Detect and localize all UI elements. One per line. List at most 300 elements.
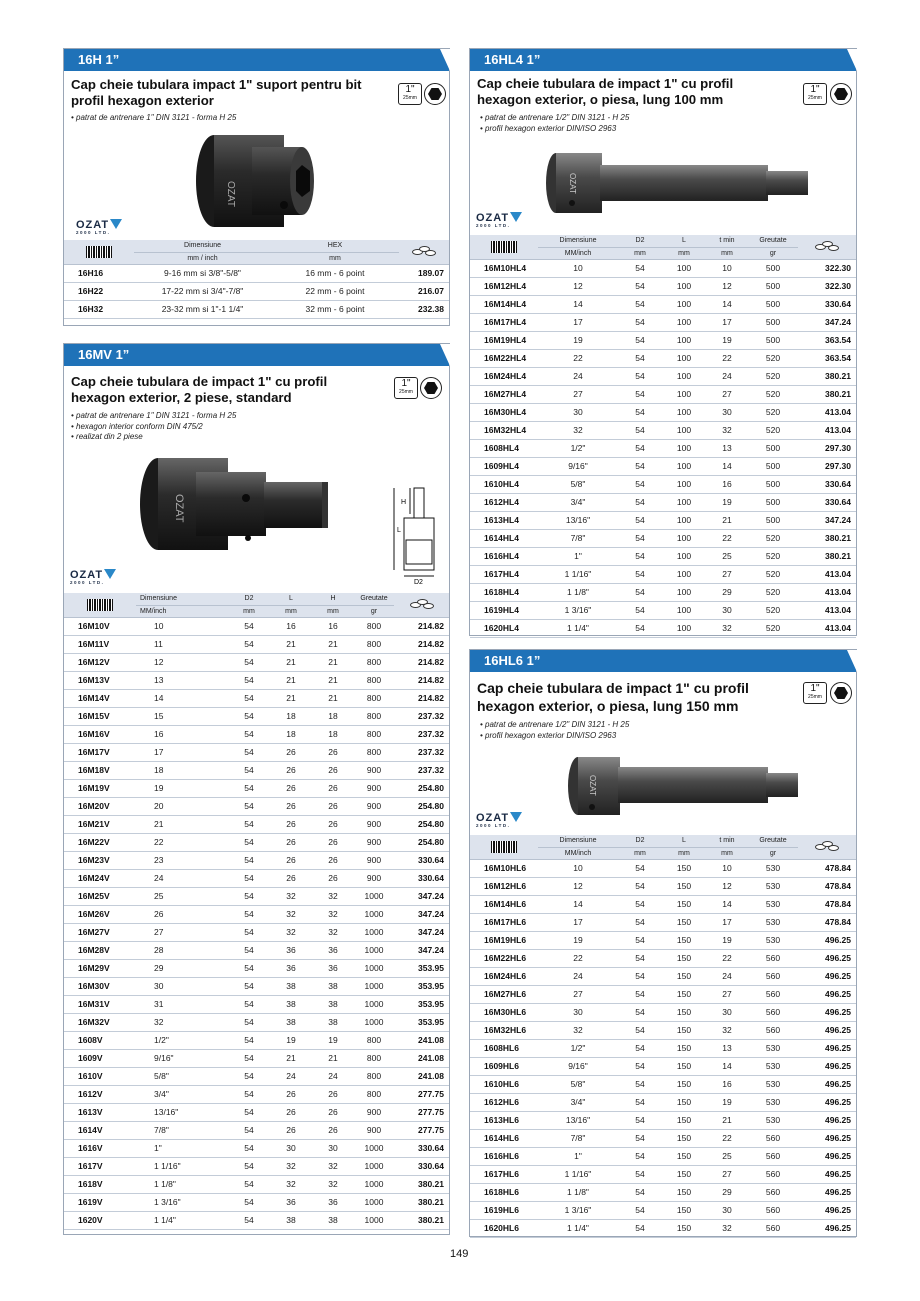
cell-w: 560: [748, 1165, 798, 1183]
cell-h: 32: [312, 923, 354, 941]
cell-l: 100: [662, 475, 706, 493]
cell-d2: 54: [228, 671, 270, 689]
cell-l: 100: [662, 511, 706, 529]
cell-price: 297.30: [798, 439, 856, 457]
cell-dim: 32: [136, 1013, 228, 1031]
cell-price: 496.25: [798, 1129, 856, 1147]
cell-dim: 7/8": [538, 1129, 618, 1147]
cell-dim: 1 3/16": [538, 1201, 618, 1219]
cell-l: 38: [270, 995, 312, 1013]
cell-l: 21: [270, 635, 312, 653]
cell-code: 16M19HL6: [470, 931, 538, 949]
cell-code: 1609HL4: [470, 457, 538, 475]
cell-w: 900: [354, 869, 394, 887]
brand-engraving: OZAT: [568, 173, 577, 194]
cell-dim: 14: [538, 895, 618, 913]
cell-w: 520: [748, 619, 798, 637]
table-row: [64, 1013, 449, 1031]
cell-t: 13: [706, 1039, 748, 1057]
cell-h: 18: [312, 725, 354, 743]
cell-price: 330.64: [394, 1139, 449, 1157]
cell-d2: 54: [618, 985, 662, 1003]
cell-code: 1613V: [64, 1103, 136, 1121]
cell-code: 16M22HL4: [470, 349, 538, 367]
table-row: [470, 1201, 856, 1219]
table-row: [470, 877, 856, 895]
cell-w: 560: [748, 1219, 798, 1237]
table-row: [64, 869, 449, 887]
cell-w: 520: [748, 367, 798, 385]
cell-code: 16M27HL4: [470, 385, 538, 403]
cell-dim: 12: [538, 277, 618, 295]
table-row: [470, 1057, 856, 1075]
cell-price: 214.82: [394, 671, 449, 689]
table-row: [64, 1211, 449, 1229]
cell-l: 26: [270, 1103, 312, 1121]
table-row: [470, 313, 856, 331]
cell-l: 26: [270, 1121, 312, 1139]
cell-t: 19: [706, 931, 748, 949]
cell-dim: 32: [538, 421, 618, 439]
cell-l: 150: [662, 1039, 706, 1057]
table-row: [470, 439, 856, 457]
table-row: [64, 1103, 449, 1121]
product-title: Cap cheie tubulara de impact 1" cu profil hexagon exterior, o piesa, lung 150 mm: [477, 680, 749, 714]
cell-dim: 1 1/16": [538, 565, 618, 583]
cell-d2: 54: [228, 743, 270, 761]
cell-t: 32: [706, 1219, 748, 1237]
cell-t: 10: [706, 859, 748, 877]
cell-t: 32: [706, 619, 748, 637]
cell-price: 237.32: [394, 725, 449, 743]
table-row: [470, 349, 856, 367]
cell-l: 150: [662, 1201, 706, 1219]
cell-dim: 19: [538, 331, 618, 349]
cell-l: 36: [270, 959, 312, 977]
cell-code: 1613HL4: [470, 511, 538, 529]
table-row: [470, 583, 856, 601]
cell-dim: 1 1/8": [538, 1183, 618, 1201]
cell-w: 520: [748, 583, 798, 601]
cell-w: 800: [354, 617, 394, 635]
cell-w: 900: [354, 761, 394, 779]
cell-price: 353.95: [394, 995, 449, 1013]
cell-t: 12: [706, 277, 748, 295]
svg-text:H: H: [401, 499, 407, 506]
table-row: [470, 967, 856, 985]
cell-l: 100: [662, 601, 706, 619]
cell-price: 496.25: [798, 1057, 856, 1075]
cell-price: 214.82: [394, 653, 449, 671]
cell-l: 26: [270, 779, 312, 797]
cell-l: 100: [662, 619, 706, 637]
cell-w: 900: [354, 797, 394, 815]
table-row: [64, 1139, 449, 1157]
cell-code: 16H16: [64, 264, 134, 282]
cell-w: 530: [748, 877, 798, 895]
product-notes: • patrat de antrenare 1" DIN 3121 - forma H 25 • hexagon interior conform DIN 475/2 • realizat din 2 piese: [71, 411, 237, 441]
cell-w: 900: [354, 815, 394, 833]
cell-t: 21: [706, 511, 748, 529]
cell-l: 16: [270, 617, 312, 635]
cell-l: 32: [270, 923, 312, 941]
cell-t: 22: [706, 949, 748, 967]
cell-code: 16M32V: [64, 1013, 136, 1031]
cell-code: 16M27HL6: [470, 985, 538, 1003]
cell-price: 380.21: [798, 529, 856, 547]
cell-dim: 1 1/16": [538, 1165, 618, 1183]
cell-l: 100: [662, 385, 706, 403]
cell-code: 16M20V: [64, 797, 136, 815]
cell-price: 347.24: [394, 887, 449, 905]
cell-h: 16: [312, 617, 354, 635]
cell-w: 900: [354, 779, 394, 797]
cell-d2: 54: [228, 1049, 270, 1067]
cell-h: 24: [312, 1067, 354, 1085]
cell-w: 500: [748, 313, 798, 331]
cell-price: 347.24: [394, 941, 449, 959]
cell-l: 150: [662, 1147, 706, 1165]
cell-d2: 54: [228, 815, 270, 833]
cell-dim: 1/2": [538, 1039, 618, 1057]
cell-w: 1000: [354, 1013, 394, 1031]
cell-d2: 54: [618, 1075, 662, 1093]
cell-code: 1614HL4: [470, 529, 538, 547]
cell-d2: 54: [618, 277, 662, 295]
cell-dim: 32: [538, 1021, 618, 1039]
cell-code: 16M15V: [64, 707, 136, 725]
table-row: [64, 887, 449, 905]
cell-code: 16M14HL4: [470, 295, 538, 313]
cell-dim: 1 1/4": [538, 619, 618, 637]
cell-l: 150: [662, 949, 706, 967]
cell-t: 17: [706, 313, 748, 331]
cell-w: 900: [354, 1121, 394, 1139]
cell-d2: 54: [228, 1067, 270, 1085]
table-row: [470, 367, 856, 385]
table-row: [470, 1147, 856, 1165]
cell-h: 26: [312, 833, 354, 851]
cell-code: 1609HL6: [470, 1057, 538, 1075]
table-row: [64, 707, 449, 725]
cell-code: 16M22HL6: [470, 949, 538, 967]
cell-t: 27: [706, 985, 748, 1003]
table-16hl6: Dimensiune D2 L t min Greutate MM/inch mm mm mm gr 16M10HL6 10 54 150 10 530 478.84 16M12HL6 12 54 150 12 530 478.84 16M14HL6 14 54 150 14 530 478.84 16M17HL6 17 54 150 17 530 478.84 16M19HL6 19 54 150 19 530 496.25 16M22HL6 22 54 150 22 560 496.25 16M24HL6 24 54 150 24 560 496.25 16M27HL6 27 54 150 27 560 496.25 16M30HL6 30 54 150 30 560 496.25 16M32HL6 32 54 150 32 560 496.25 1608HL6 1/2" 54 150 13 530 496.25 1609HL6 9/16" 54 150 14 530 496.25 1610HL6 5/8" 54 150 16 530 496.25 1612HL6 3/4" 54 150 19 530 496.25 1613HL6 13/16" 54 150 21 530 496.25 1614HL6 7/8" 54 150 22 560 496.25 1616HL6 1" 54 150 25 560 496.25 1617HL6 1 1/16" 54 150 27 560 496.25 1618HL6 1 1/8" 54 150 29 560 496.25 1619HL6 1 3/16" 54 150 30 560 496.25 1620HL6 1 1/4" 54 150 32 560 496.25: [470, 835, 856, 1238]
cell-d2: 54: [228, 1013, 270, 1031]
cell-d2: 54: [228, 995, 270, 1013]
cell-w: 800: [354, 743, 394, 761]
cell-l: 150: [662, 931, 706, 949]
cell-dim: 9-16 mm si 3/8"-5/8": [134, 264, 271, 282]
socket-photo: [136, 454, 336, 554]
cell-w: 500: [748, 475, 798, 493]
cell-d2: 54: [228, 1139, 270, 1157]
cell-w: 560: [748, 1129, 798, 1147]
cell-hex: 22 mm - 6 point: [271, 282, 399, 300]
cell-d2: 54: [228, 617, 270, 635]
table-row: [470, 1093, 856, 1111]
cell-l: 150: [662, 1111, 706, 1129]
cell-w: 1000: [354, 959, 394, 977]
cell-d2: 54: [618, 349, 662, 367]
cell-code: 1608V: [64, 1031, 136, 1049]
cell-dim: 29: [136, 959, 228, 977]
cell-code: 1616HL6: [470, 1147, 538, 1165]
cell-price: 380.21: [798, 385, 856, 403]
cell-code: 16M25V: [64, 887, 136, 905]
weight-coins-icon: [798, 835, 856, 859]
cell-price: 347.24: [798, 313, 856, 331]
cell-t: 30: [706, 1201, 748, 1219]
cell-dim: 10: [538, 859, 618, 877]
table-row: [470, 1183, 856, 1201]
cell-dim: 15: [136, 707, 228, 725]
cell-w: 520: [748, 385, 798, 403]
cell-d2: 54: [618, 1183, 662, 1201]
cell-price: 277.75: [394, 1085, 449, 1103]
product-title: Cap cheie tubulara impact 1" suport pentru bit profil hexagon exterior: [71, 77, 362, 108]
table-row: [64, 264, 449, 282]
cell-w: 500: [748, 493, 798, 511]
cell-price: 496.25: [798, 931, 856, 949]
cell-l: 150: [662, 1003, 706, 1021]
cell-d2: 54: [618, 367, 662, 385]
cell-t: 32: [706, 421, 748, 439]
cell-d2: 54: [618, 913, 662, 931]
cell-dim: 1": [136, 1139, 228, 1157]
cell-l: 100: [662, 367, 706, 385]
cell-dim: 3/4": [136, 1085, 228, 1103]
cell-price: 478.84: [798, 895, 856, 913]
dimension-drawing: [384, 484, 444, 594]
table-row: [470, 547, 856, 565]
cell-w: 800: [354, 725, 394, 743]
cell-d2: 54: [618, 859, 662, 877]
cell-w: 520: [748, 565, 798, 583]
cell-h: 38: [312, 977, 354, 995]
table-row: [64, 779, 449, 797]
cell-w: 1000: [354, 1211, 394, 1229]
cell-dim: 18: [136, 761, 228, 779]
cell-code: 1620V: [64, 1211, 136, 1229]
cell-price: 496.25: [798, 967, 856, 985]
cell-dim: 1 3/16": [136, 1193, 228, 1211]
cell-h: 26: [312, 815, 354, 833]
cell-code: 16M27V: [64, 923, 136, 941]
cell-price: 413.04: [798, 583, 856, 601]
cell-l: 32: [270, 1157, 312, 1175]
cell-code: 16M19HL4: [470, 331, 538, 349]
cell-price: 363.54: [798, 331, 856, 349]
cell-l: 26: [270, 761, 312, 779]
cell-d2: 54: [228, 635, 270, 653]
table-16mv: Dimensiune D2 L H Greutate MM/inch mm mm mm gr 16M10V 10 54 16 16 800 214.82 16M11V 11 54 21 21 800 214.82 16M12V 12 54 21 21 800 214.82 16M13V 13 54 21 21 800 214.82 16M14V 14 54 21 21 800 214.82 16M15V 15 54 18 18 800 237.32 16M16V 16 54 18 18 800 237.32 16M17V 17 54 26 26 800 237.32 16M18V 18 54 26 26 900 237.32 16M19V 19 54 26 26 900 254.80 16M20V 20 54 26 26 900 254.80 16M21V 21 54 26 26 900 254.80 16M22V 22 54 26 26 900 254.80 16M23V 23 54 26 26 900 330.64 16M24V 24 54 26 26 900 330.64 16M25V 25 54 32 32 1000 347.24 16M26V 26 54 32 32 1000 347.24 16M27V 27 54 32 32 1000 347.24 16M28V 28 54 36 36 1000 347.24 16M29V 29 54 36 36 1000 353.95 16M30V 30 54 38 38 1000 353.95 16M31V 31 54 38 38 1000 353.95 16M32V 32 54 38 38 1000 353.95 1608V 1/2" 54 19 19 800 241.08 1609V 9/16" 54 21 21 800 241.08 1610V 5/8" 54 24 24 800 241.08 1612V 3/4" 54 26 26 800 277.75 1613V 13/16" 54 26 26 900 277.75 1614V 7/8" 54 26 26 900 277.75 1616V 1" 54 30 30 1000 330.64 1617V 1 1/16" 54 32 32 1000 330.64 1618V 1 1/8" 54 32 32 1000 380.21 1619V 1 3/16" 54 36 36 1000 380.21 1620V 1 1/4" 54 38 38 1000 380.21: [64, 593, 449, 1230]
cell-code: 16M12V: [64, 653, 136, 671]
cell-w: 1000: [354, 1157, 394, 1175]
cell-h: 26: [312, 1121, 354, 1139]
cell-dim: 7/8": [136, 1121, 228, 1139]
cell-l: 100: [662, 421, 706, 439]
cell-d2: 54: [228, 1085, 270, 1103]
cell-h: 21: [312, 671, 354, 689]
cell-price: 380.21: [394, 1193, 449, 1211]
cell-t: 25: [706, 547, 748, 565]
table-row: [470, 1111, 856, 1129]
cell-code: 16M24HL6: [470, 967, 538, 985]
cell-dim: 23-32 mm si 1"-1 1/4": [134, 300, 271, 318]
cell-code: 1614V: [64, 1121, 136, 1139]
cell-h: 18: [312, 707, 354, 725]
cell-code: 16M17V: [64, 743, 136, 761]
product-notes: • patrat de antrenare 1/2" DIN 3121 - H 25 • profil hexagon exterior DIN/ISO 2963: [480, 720, 630, 740]
cell-h: 26: [312, 761, 354, 779]
cell-code: 1610V: [64, 1067, 136, 1085]
cell-d2: 54: [618, 895, 662, 913]
cell-code: 1619HL6: [470, 1201, 538, 1219]
brand-engraving: OZAT: [173, 494, 185, 523]
cell-l: 100: [662, 565, 706, 583]
cell-price: 241.08: [394, 1031, 449, 1049]
table-row: [64, 689, 449, 707]
cell-dim: 3/4": [538, 1093, 618, 1111]
cell-dim: 17: [538, 913, 618, 931]
cell-price: 380.21: [394, 1211, 449, 1229]
cell-d2: 54: [228, 1211, 270, 1229]
cell-l: 150: [662, 1129, 706, 1147]
hexagon-icon: [830, 83, 852, 105]
barcode-icon: [64, 593, 136, 617]
table-row: [470, 1039, 856, 1057]
cell-code: 16M10V: [64, 617, 136, 635]
cell-code: 16M28V: [64, 941, 136, 959]
cell-code: 16M14HL6: [470, 895, 538, 913]
table-row: [470, 295, 856, 313]
cell-price: 254.80: [394, 779, 449, 797]
cell-l: 26: [270, 815, 312, 833]
cell-hex: 32 mm - 6 point: [271, 300, 399, 318]
cell-price: 347.24: [394, 923, 449, 941]
table-row: [64, 833, 449, 851]
page-number: 149: [450, 1248, 469, 1260]
cell-d2: 54: [228, 959, 270, 977]
cell-price: 496.25: [798, 1201, 856, 1219]
cell-d2: 54: [618, 877, 662, 895]
section-header: 16HL6 1”: [470, 650, 856, 672]
cell-d2: 54: [618, 475, 662, 493]
cell-w: 1000: [354, 995, 394, 1013]
cell-h: 21: [312, 689, 354, 707]
cell-code: 1617HL4: [470, 565, 538, 583]
section-16hl6: [469, 649, 857, 1237]
table-row: [64, 977, 449, 995]
cell-w: 530: [748, 1039, 798, 1057]
cell-d2: 54: [618, 1093, 662, 1111]
cell-code: 1620HL6: [470, 1219, 538, 1237]
cell-code: 1617HL6: [470, 1165, 538, 1183]
cell-code: 1610HL6: [470, 1075, 538, 1093]
cell-code: 16M24HL4: [470, 367, 538, 385]
cell-l: 150: [662, 1075, 706, 1093]
cell-w: 800: [354, 671, 394, 689]
cell-d2: 54: [228, 689, 270, 707]
cell-h: 38: [312, 1211, 354, 1229]
cell-dim: 22: [136, 833, 228, 851]
cell-price: 496.25: [798, 949, 856, 967]
cell-h: 21: [312, 653, 354, 671]
cell-l: 150: [662, 895, 706, 913]
cell-code: 1608HL6: [470, 1039, 538, 1057]
cell-code: 1608HL4: [470, 439, 538, 457]
cell-dim: 13/16": [538, 1111, 618, 1129]
cell-h: 26: [312, 743, 354, 761]
table-row: [470, 493, 856, 511]
cell-price: 254.80: [394, 797, 449, 815]
cell-code: 16M13V: [64, 671, 136, 689]
table-row: [470, 457, 856, 475]
cell-l: 21: [270, 689, 312, 707]
cell-h: 26: [312, 869, 354, 887]
drive-size-icon: 1" 25mm: [803, 83, 827, 105]
cell-price: 214.82: [394, 617, 449, 635]
cell-w: 530: [748, 1075, 798, 1093]
table-row: [64, 905, 449, 923]
cell-w: 560: [748, 1201, 798, 1219]
cell-l: 100: [662, 313, 706, 331]
cell-code: 1618HL6: [470, 1183, 538, 1201]
cell-w: 520: [748, 547, 798, 565]
cell-t: 25: [706, 1147, 748, 1165]
cell-price: 322.30: [798, 259, 856, 277]
cell-dim: 21: [136, 815, 228, 833]
cell-t: 16: [706, 1075, 748, 1093]
cell-code: 16M16V: [64, 725, 136, 743]
cell-price: 330.64: [798, 475, 856, 493]
cell-l: 36: [270, 941, 312, 959]
cell-code: 16M23V: [64, 851, 136, 869]
cell-d2: 54: [618, 1129, 662, 1147]
barcode-icon: [470, 235, 538, 259]
cell-dim: 19: [136, 779, 228, 797]
cell-l: 150: [662, 1183, 706, 1201]
cell-price: 347.24: [798, 511, 856, 529]
cell-dim: 5/8": [136, 1067, 228, 1085]
cell-price: 496.25: [798, 1093, 856, 1111]
cell-l: 26: [270, 833, 312, 851]
cell-dim: 19: [538, 931, 618, 949]
cell-h: 32: [312, 905, 354, 923]
table-row: [64, 671, 449, 689]
cell-t: 22: [706, 529, 748, 547]
table-row: [470, 565, 856, 583]
cell-d2: 54: [228, 1175, 270, 1193]
cell-l: 32: [270, 905, 312, 923]
socket-photo: [544, 151, 812, 215]
cell-d2: 54: [618, 1147, 662, 1165]
drive-size-icon: 1" 25mm: [398, 83, 422, 105]
product-notes: • patrat de antrenare 1" DIN 3121 - forma H 25: [71, 113, 237, 122]
cell-l: 38: [270, 977, 312, 995]
cell-h: 32: [312, 1175, 354, 1193]
cell-d2: 54: [618, 583, 662, 601]
cell-l: 100: [662, 331, 706, 349]
cell-code: 16M22V: [64, 833, 136, 851]
cell-price: 496.25: [798, 1147, 856, 1165]
table-row: [470, 1003, 856, 1021]
svg-text:L: L: [397, 527, 401, 534]
brand-logo: OZAT 2000 LTD.: [76, 219, 122, 235]
cell-price: 496.25: [798, 1165, 856, 1183]
cell-code: 16M30HL4: [470, 403, 538, 421]
